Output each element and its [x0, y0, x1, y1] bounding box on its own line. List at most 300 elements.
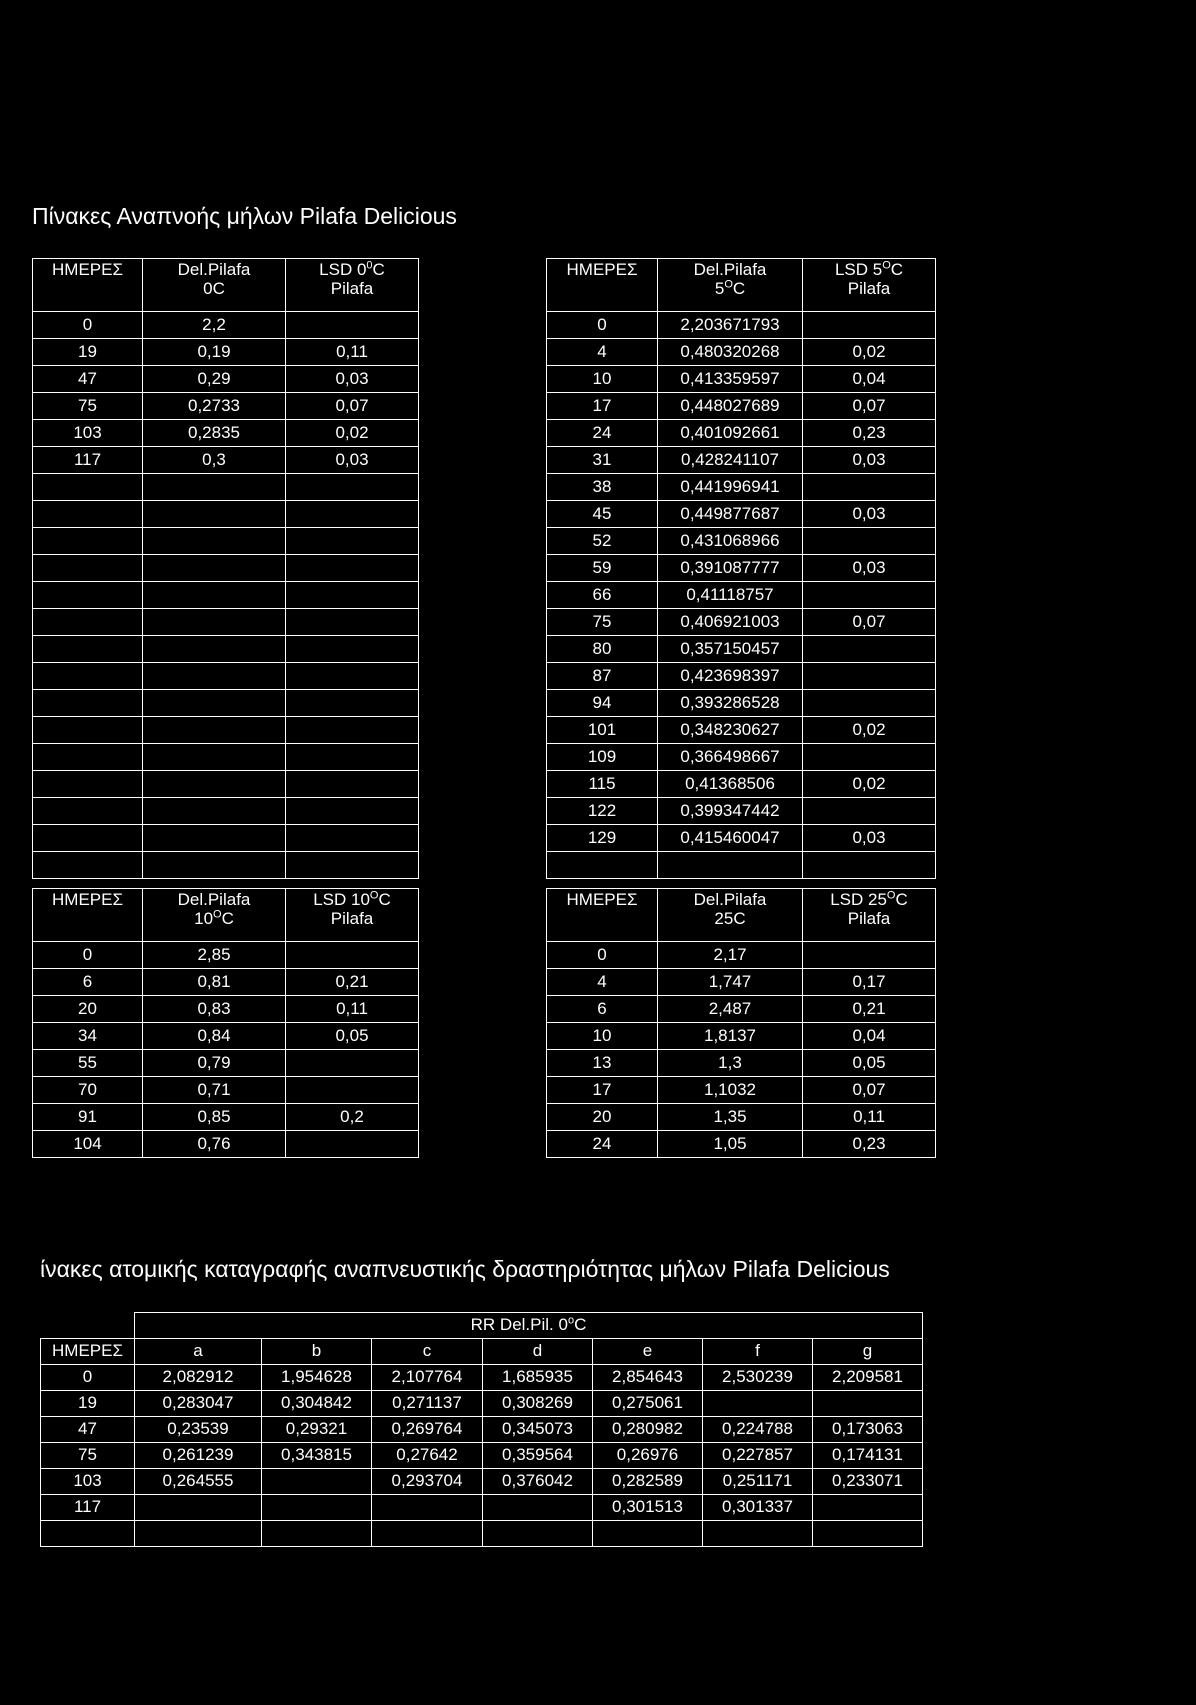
cell-g: 0,233071 [813, 1469, 923, 1495]
cell-5c-value: 0,348230627 [658, 717, 803, 744]
cell-e: 0,301513 [593, 1495, 703, 1521]
table-row [33, 1077, 936, 1104]
cell-5c-day: 66 [547, 582, 658, 609]
table-row [33, 555, 936, 582]
cell-10c-value: 0,85 [143, 1104, 286, 1131]
table-upper-0c-5c [32, 258, 936, 879]
cell-0c-value: 0,29 [143, 366, 286, 393]
cell-b: 1,954628 [262, 1365, 372, 1391]
cell-25c-day: 24 [547, 1131, 658, 1158]
cell-5c-day: 115 [547, 771, 658, 798]
cell-0c-value [143, 663, 286, 690]
cell-0c-lsd: 0,11 [286, 339, 419, 366]
cell-25c-value: 1,1032 [658, 1077, 803, 1104]
col-header-days: ΗΜΕΡΕΣ [547, 889, 658, 942]
gap-cell [419, 996, 547, 1023]
cell-5c-day: 45 [547, 501, 658, 528]
cell-d: 1,685935 [483, 1365, 593, 1391]
cell-0c-lsd [286, 474, 419, 501]
cell-0c-lsd [286, 636, 419, 663]
cell-10c-lsd: 0,2 [286, 1104, 419, 1131]
cell-f: 0,251171 [703, 1469, 813, 1495]
cell-5c-value: 0,413359597 [658, 366, 803, 393]
cell-0c-lsd [286, 717, 419, 744]
cell-0c-value [143, 852, 286, 879]
cell-e: 0,275061 [593, 1391, 703, 1417]
col-header-days: ΗΜΕΡΕΣ [41, 1339, 135, 1365]
cell-0c-lsd [286, 312, 419, 339]
table-row [41, 1365, 923, 1391]
cell-5c-lsd [803, 744, 936, 771]
cell-0c-lsd: 0,07 [286, 393, 419, 420]
gap-cell [419, 1023, 547, 1050]
cell-10c-lsd [286, 942, 419, 969]
gap-cell [419, 690, 547, 717]
gap-cell [419, 501, 547, 528]
cell-f: 2,530239 [703, 1365, 813, 1391]
cell-25c-day: 6 [547, 996, 658, 1023]
cell-d [483, 1521, 593, 1547]
cell-0c-day [33, 528, 143, 555]
cell-0c-value [143, 717, 286, 744]
cell-b: 0,304842 [262, 1391, 372, 1417]
cell-10c-value: 0,81 [143, 969, 286, 996]
table-row [33, 771, 936, 798]
table-row [33, 1131, 936, 1158]
cell-5c-lsd: 0,03 [803, 501, 936, 528]
cell-0c-lsd [286, 744, 419, 771]
table-row [33, 312, 936, 339]
cell-0c-value [143, 609, 286, 636]
cell-g [813, 1391, 923, 1417]
header-row [33, 889, 936, 942]
cell-0c-day [33, 852, 143, 879]
table-row [33, 744, 936, 771]
cell-f: 0,227857 [703, 1443, 813, 1469]
gap-cell [419, 825, 547, 852]
table-row [33, 447, 936, 474]
cell-5c-day: 80 [547, 636, 658, 663]
cell-0c-day [33, 501, 143, 528]
cell-days: 103 [41, 1469, 135, 1495]
cell-10c-day: 55 [33, 1050, 143, 1077]
gap-cell [419, 312, 547, 339]
cell-10c-day: 20 [33, 996, 143, 1023]
cell-0c-day [33, 744, 143, 771]
cell-10c-lsd [286, 1050, 419, 1077]
cell-0c-lsd [286, 852, 419, 879]
cell-5c-value: 0,480320268 [658, 339, 803, 366]
table-rr-0c [40, 1312, 923, 1547]
cell-0c-lsd [286, 501, 419, 528]
table-row [33, 420, 936, 447]
table-row [33, 501, 936, 528]
cell-0c-day: 19 [33, 339, 143, 366]
table-row [33, 942, 936, 969]
cell-5c-lsd [803, 528, 936, 555]
cell-5c-day: 24 [547, 420, 658, 447]
cell-5c-day: 52 [547, 528, 658, 555]
cell-b: 0,29321 [262, 1417, 372, 1443]
cell-25c-day: 4 [547, 969, 658, 996]
cell-days: 117 [41, 1495, 135, 1521]
cell-0c-lsd: 0,02 [286, 420, 419, 447]
cell-e: 0,280982 [593, 1417, 703, 1443]
cell-25c-lsd: 0,23 [803, 1131, 936, 1158]
col-header-days: ΗΜΕΡΕΣ [33, 259, 143, 312]
cell-25c-lsd: 0,17 [803, 969, 936, 996]
cell-g: 2,209581 [813, 1365, 923, 1391]
cell-5c-day: 87 [547, 663, 658, 690]
gap-cell [419, 717, 547, 744]
gap-cell [419, 393, 547, 420]
cell-25c-lsd: 0,05 [803, 1050, 936, 1077]
cell-0c-value [143, 744, 286, 771]
cell-5c-value: 0,41368506 [658, 771, 803, 798]
gap-cell [419, 447, 547, 474]
cell-5c-lsd [803, 582, 936, 609]
cell-0c-day [33, 609, 143, 636]
table-row [33, 474, 936, 501]
col-header-lsd-5c: LSD $5^OC$ Pilafa [803, 259, 936, 312]
col-header-b: b [262, 1339, 372, 1365]
cell-0c-day [33, 555, 143, 582]
cell-0c-value: 0,2733 [143, 393, 286, 420]
cell-25c-lsd: 0,11 [803, 1104, 936, 1131]
cell-d: 0,308269 [483, 1391, 593, 1417]
cell-25c-lsd: 0,21 [803, 996, 936, 1023]
table-row [33, 996, 936, 1023]
table-row [41, 1391, 923, 1417]
table-lower-10c-25c [32, 888, 936, 1158]
table-row [33, 825, 936, 852]
cell-0c-day [33, 474, 143, 501]
cell-25c-day: 20 [547, 1104, 658, 1131]
cell-5c-lsd: 0,02 [803, 717, 936, 744]
cell-25c-day: 13 [547, 1050, 658, 1077]
cell-e: 0,26976 [593, 1443, 703, 1469]
cell-days: 19 [41, 1391, 135, 1417]
cell-0c-lsd [286, 663, 419, 690]
cell-5c-lsd: 0,07 [803, 393, 936, 420]
cell-5c-value: 0,357150457 [658, 636, 803, 663]
cell-e [593, 1521, 703, 1547]
cell-10c-day: 34 [33, 1023, 143, 1050]
cell-c: 0,271137 [372, 1391, 483, 1417]
col-header-delpilafa-25c: Del.Pilafa 25C [658, 889, 803, 942]
cell-0c-day: 103 [33, 420, 143, 447]
cell-f [703, 1521, 813, 1547]
cell-0c-day [33, 636, 143, 663]
cell-a: 0,264555 [135, 1469, 262, 1495]
cell-5c-lsd [803, 852, 936, 879]
cell-0c-day: 117 [33, 447, 143, 474]
cell-0c-day [33, 690, 143, 717]
col-header-days: ΗΜΕΡΕΣ [33, 889, 143, 942]
cell-10c-day: 91 [33, 1104, 143, 1131]
cell-a [135, 1521, 262, 1547]
col-header-lsd-10c: LSD $10^OC$ Pilafa [286, 889, 419, 942]
col-header-e: e [593, 1339, 703, 1365]
table-row [33, 798, 936, 825]
table-row [41, 1521, 923, 1547]
cell-0c-value [143, 636, 286, 663]
cell-0c-value: 0,19 [143, 339, 286, 366]
cell-5c-value: 0,401092661 [658, 420, 803, 447]
cell-c: 0,269764 [372, 1417, 483, 1443]
cell-5c-value: 0,406921003 [658, 609, 803, 636]
gap-cell [419, 889, 547, 942]
cell-5c-lsd [803, 636, 936, 663]
table-row [41, 1443, 923, 1469]
cell-10c-value: 0,83 [143, 996, 286, 1023]
cell-5c-day: 109 [547, 744, 658, 771]
cell-10c-lsd: 0,21 [286, 969, 419, 996]
cell-5c-lsd [803, 474, 936, 501]
cell-0c-lsd [286, 798, 419, 825]
cell-g: 0,174131 [813, 1443, 923, 1469]
col-header-f: f [703, 1339, 813, 1365]
cell-0c-day: 47 [33, 366, 143, 393]
cell-5c-lsd: 0,03 [803, 825, 936, 852]
cell-c [372, 1521, 483, 1547]
cell-25c-lsd: 0,04 [803, 1023, 936, 1050]
cell-a [135, 1495, 262, 1521]
cell-10c-value: 0,84 [143, 1023, 286, 1050]
cell-10c-lsd: 0,11 [286, 996, 419, 1023]
cell-10c-lsd [286, 1131, 419, 1158]
cell-5c-value: 0,423698397 [658, 663, 803, 690]
table-row [33, 636, 936, 663]
cell-5c-lsd [803, 312, 936, 339]
cell-b [262, 1495, 372, 1521]
gap-cell [419, 663, 547, 690]
header-row [41, 1339, 923, 1365]
cell-5c-value: 0,428241107 [658, 447, 803, 474]
gap-cell [419, 528, 547, 555]
cell-0c-value [143, 690, 286, 717]
cell-5c-value: 0,366498667 [658, 744, 803, 771]
cell-5c-value: 0,41118757 [658, 582, 803, 609]
cell-b: 0,343815 [262, 1443, 372, 1469]
cell-10c-day: 104 [33, 1131, 143, 1158]
table-row [33, 717, 936, 744]
table-row [41, 1469, 923, 1495]
cell-5c-lsd: 0,03 [803, 447, 936, 474]
gap-cell [419, 474, 547, 501]
cell-25c-value: 1,747 [658, 969, 803, 996]
cell-0c-value [143, 582, 286, 609]
cell-d [483, 1495, 593, 1521]
gap-cell [419, 582, 547, 609]
cell-5c-value: 0,391087777 [658, 555, 803, 582]
table-row [33, 366, 936, 393]
cell-0c-value [143, 501, 286, 528]
cell-5c-day: 38 [547, 474, 658, 501]
cell-5c-day [547, 852, 658, 879]
cell-0c-value [143, 555, 286, 582]
gap-cell [419, 942, 547, 969]
gap-cell [419, 339, 547, 366]
cell-0c-day: 0 [33, 312, 143, 339]
cell-a: 0,261239 [135, 1443, 262, 1469]
cell-5c-day: 122 [547, 798, 658, 825]
cell-f: 0,224788 [703, 1417, 813, 1443]
cell-25c-value: 1,3 [658, 1050, 803, 1077]
cell-days: 47 [41, 1417, 135, 1443]
cell-0c-value: 0,3 [143, 447, 286, 474]
cell-5c-value: 0,449877687 [658, 501, 803, 528]
cell-0c-value [143, 825, 286, 852]
cell-0c-day [33, 771, 143, 798]
gap-cell [419, 1077, 547, 1104]
cell-g [813, 1521, 923, 1547]
cell-10c-lsd: 0,05 [286, 1023, 419, 1050]
cell-10c-day: 0 [33, 942, 143, 969]
cell-5c-lsd: 0,02 [803, 771, 936, 798]
rr-title: RR Del.Pil. 0$^o$C [135, 1313, 923, 1339]
cell-0c-day [33, 717, 143, 744]
cell-a: 2,082912 [135, 1365, 262, 1391]
cell-0c-lsd [286, 690, 419, 717]
cell-a: 0,23539 [135, 1417, 262, 1443]
cell-0c-day [33, 825, 143, 852]
cell-25c-value: 2,487 [658, 996, 803, 1023]
cell-10c-value: 0,76 [143, 1131, 286, 1158]
gap-cell [419, 609, 547, 636]
gap-cell [419, 852, 547, 879]
cell-0c-day [33, 663, 143, 690]
cell-5c-lsd: 0,03 [803, 555, 936, 582]
cell-0c-value: 2,2 [143, 312, 286, 339]
cell-e: 0,282589 [593, 1469, 703, 1495]
cell-5c-value: 0,415460047 [658, 825, 803, 852]
cell-days: 75 [41, 1443, 135, 1469]
cell-25c-day: 0 [547, 942, 658, 969]
cell-5c-value: 0,399347442 [658, 798, 803, 825]
cell-5c-value: 0,431068966 [658, 528, 803, 555]
cell-5c-value [658, 852, 803, 879]
cell-25c-lsd [803, 942, 936, 969]
table-row [41, 1417, 923, 1443]
cell-0c-lsd [286, 771, 419, 798]
cell-25c-value: 1,8137 [658, 1023, 803, 1050]
cell-g [813, 1495, 923, 1521]
cell-25c-value: 1,35 [658, 1104, 803, 1131]
cell-0c-day [33, 798, 143, 825]
col-header-lsd-25c: LSD $25^OC$ Pilafa [803, 889, 936, 942]
cell-25c-lsd: 0,07 [803, 1077, 936, 1104]
cell-0c-lsd: 0,03 [286, 447, 419, 474]
cell-0c-value [143, 798, 286, 825]
cell-5c-lsd: 0,07 [803, 609, 936, 636]
gap-cell [419, 555, 547, 582]
cell-b [262, 1521, 372, 1547]
cell-a: 0,283047 [135, 1391, 262, 1417]
table-row [33, 1050, 936, 1077]
cell-5c-lsd [803, 663, 936, 690]
table-row [33, 609, 936, 636]
gap-cell [419, 636, 547, 663]
cell-5c-lsd: 0,23 [803, 420, 936, 447]
cell-e: 2,854643 [593, 1365, 703, 1391]
cell-10c-day: 6 [33, 969, 143, 996]
col-header-c: c [372, 1339, 483, 1365]
cell-5c-lsd [803, 798, 936, 825]
cell-10c-value: 2,85 [143, 942, 286, 969]
cell-5c-day: 94 [547, 690, 658, 717]
cell-days: 0 [41, 1365, 135, 1391]
cell-5c-day: 31 [547, 447, 658, 474]
cell-c [372, 1495, 483, 1521]
cell-5c-value: 2,203671793 [658, 312, 803, 339]
col-header-delpilafa-0c: Del.Pilafa 0C [143, 259, 286, 312]
cell-0c-lsd [286, 528, 419, 555]
cell-10c-day: 70 [33, 1077, 143, 1104]
table-row [33, 1023, 936, 1050]
cell-0c-lsd: 0,03 [286, 366, 419, 393]
cell-25c-value: 2,17 [658, 942, 803, 969]
cell-g: 0,173063 [813, 1417, 923, 1443]
cell-10c-value: 0,79 [143, 1050, 286, 1077]
gap-cell [419, 366, 547, 393]
gap-cell [419, 1104, 547, 1131]
table-row [33, 852, 936, 879]
gap-cell [419, 259, 547, 312]
cell-0c-value [143, 528, 286, 555]
cell-25c-value: 1,05 [658, 1131, 803, 1158]
rr-title-row [41, 1313, 923, 1339]
col-header-a: a [135, 1339, 262, 1365]
cell-0c-lsd [286, 555, 419, 582]
cell-5c-value: 0,393286528 [658, 690, 803, 717]
table-row [33, 393, 936, 420]
cell-f [703, 1391, 813, 1417]
table-row [33, 528, 936, 555]
cell-c: 0,27642 [372, 1443, 483, 1469]
cell-0c-day: 75 [33, 393, 143, 420]
cell-5c-value: 0,441996941 [658, 474, 803, 501]
cell-5c-day: 75 [547, 609, 658, 636]
cell-25c-day: 17 [547, 1077, 658, 1104]
cell-5c-day: 59 [547, 555, 658, 582]
col-header-delpilafa-5c: Del.Pilafa $5^OC$ [658, 259, 803, 312]
gap-cell [419, 744, 547, 771]
cell-d: 0,376042 [483, 1469, 593, 1495]
cell-days [41, 1521, 135, 1547]
cell-5c-day: 17 [547, 393, 658, 420]
gap-cell [419, 420, 547, 447]
cell-10c-value: 0,71 [143, 1077, 286, 1104]
cell-0c-day [33, 582, 143, 609]
col-header-lsd-0c: LSD $0^0C$ Pilafa [286, 259, 419, 312]
cell-5c-lsd: 0,04 [803, 366, 936, 393]
cell-5c-lsd [803, 690, 936, 717]
cell-c: 2,107764 [372, 1365, 483, 1391]
table-row [33, 969, 936, 996]
cell-5c-day: 10 [547, 366, 658, 393]
cell-5c-day: 0 [547, 312, 658, 339]
col-header-delpilafa-10c: Del.Pilafa $10^OC$ [143, 889, 286, 942]
table-row [33, 1104, 936, 1131]
cell-5c-value: 0,448027689 [658, 393, 803, 420]
cell-25c-day: 10 [547, 1023, 658, 1050]
cell-d: 0,345073 [483, 1417, 593, 1443]
cell-0c-lsd [286, 825, 419, 852]
table-row [33, 339, 936, 366]
section-title: ίνακες ατομικής καταγραφής αναπνευστικής δραστηριότητας μήλων Pilafa Delicious [40, 1256, 890, 1282]
header-row [33, 259, 936, 312]
